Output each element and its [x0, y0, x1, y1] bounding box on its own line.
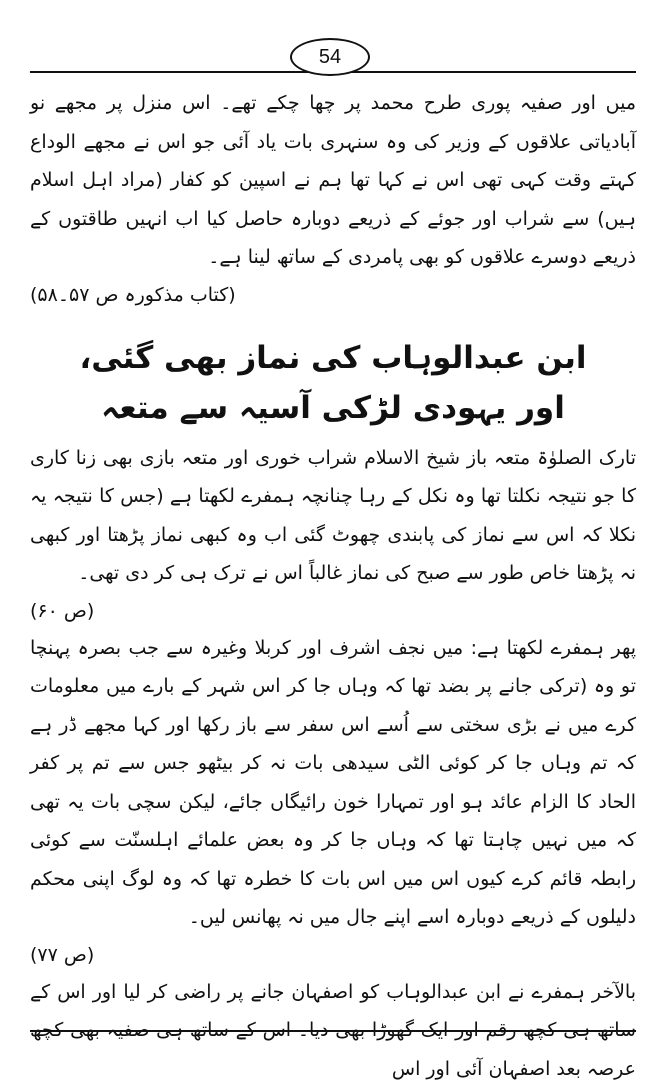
page-number: 54	[290, 38, 370, 76]
paragraph-4: بالآخر ہمفرے نے ابن عبدالوہاب کو اصفہان جانے پر راضی کر لیا اور اس کے ساتھ ہی کچھ رقم اور ایک گھوڑا بھی دیا۔ اس کے ساتھ ہی صفیہ بھی کچھ عرصہ بعد اصفہان آئی اور اس	[30, 973, 636, 1088]
heading-line-2: اور یہودی لڑکی آسیہ سے متعہ	[30, 383, 636, 433]
reference-1-wrap	[30, 277, 636, 313]
paragraph-1: میں اور صفیہ پوری طرح محمد پر چھا چکے تھے۔ اس منزل پر مجھے نو آبادیاتی علاقوں کے وزیر کی وہ سنہری بات یاد آئی جو اس نے مجھے الوداع کہتے وقت کہی تھی اس نے کہا تھا ہم نے اسپین کو کفار (مراد اہل اسلام ہیں) سے شراب اور جوئے کے ذریعے دوبارہ حاصل کیا اب انہیں طاقتوں کے ذریعے دوسرے علاقوں کو بھی پامردی کے ساتھ لینا ہے۔	[30, 84, 636, 277]
page-content	[30, 84, 636, 1088]
paragraph-3: پھر ہمفرے لکھتا ہے: میں نجف اشرف اور کربلا وغیرہ سے جب بصرہ پہنچا تو وہ (ترکی جانے پر بضد تھا کہ وہاں جا کر اس شہر کے بارے میں معلومات کرے میں نے بڑی سختی سے اُسے اس سفر سے باز رکھا اور کہا مجھے ڈر ہے کہ تم وہاں جا کر کوئی الٹی سیدھی بات نہ کر بیٹھو جس سے تم پر کفر الحاد کا الزام عائد ہو اور تمہارا خون رائیگاں جائے، لیکن سچی بات یہ تھی کہ میں نہیں چاہتا تھا کہ وہاں جا کر وہ بعض علمائے اہلسنّت سے کوئی رابطہ قائم کرے کیوں اس میں اس بات کا خطرہ تھا کہ وہ لوگ اپنی محکم دلیلوں کے ذریعے دوبارہ اسے اپنے جال میں نہ پھانس لیں۔	[30, 629, 636, 937]
reference-3: (ص ۷۷)	[30, 937, 94, 973]
heading-line-1: ابن عبدالوہاب کی نماز بھی گئی،	[30, 333, 636, 383]
reference-2: (ص ۶۰)	[30, 593, 94, 629]
reference-1: (کتاب مذکورہ ص ۵۷۔۵۸)	[30, 277, 236, 313]
section-heading	[30, 313, 636, 439]
paragraph-2: تارک الصلوٰۃ متعہ باز شیخ الاسلام شراب خوری اور متعہ بازی بھی زنا کاری کا جو نتیجہ نکلتا تھا وہ نکل کے رہا چنانچہ ہمفرے لکھتا ہے (جس کا نتیجہ یہ نکلا کہ اس سے نماز کی پابندی چھوٹ گئی اب وہ کبھی نماز پڑھتا اور کبھی نہ پڑھتا خاص طور سے صبح کی نماز غالباً اس نے ترک ہی کر دی تھی۔	[30, 439, 636, 593]
footer-rule	[30, 1030, 636, 1032]
reference-2-wrap	[30, 593, 636, 629]
reference-3-wrap	[30, 937, 636, 973]
